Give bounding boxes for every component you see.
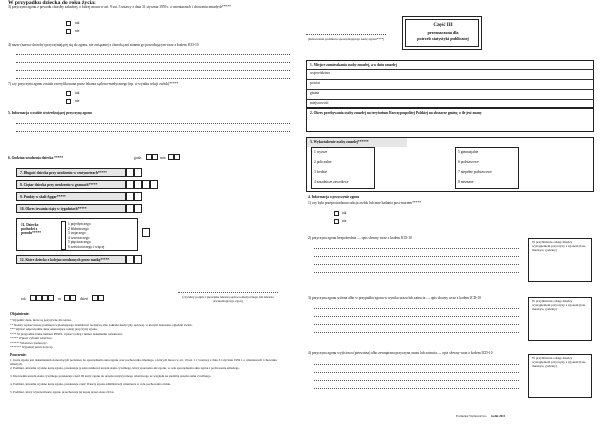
pouczenie-3: 3. Kierownik urzędu stanu cywilnego przekazuje część III karty zgonu do urzędu statystycznego właściwego ze względu na siedzibę urzędu stanu cywilnego. <box>10 374 212 378</box>
s4-q2: 2) przyczyna zgonu bezpośrednia — opis słowny wraz z kodem ICD-10 <box>308 236 412 240</box>
s1-divider-0 <box>307 69 594 70</box>
s11-answer-box[interactable] <box>142 228 150 237</box>
q3-yes-label: tak <box>75 21 80 25</box>
s4-q3: 3) przyczyna zgonu wtórna albo w przypadku zgonu w wyniku urazu lub zatrucia — opis słowny wraz z kodem ICD-10 <box>308 296 481 300</box>
date-day-label: dzień <box>80 297 88 301</box>
s3-header-bg <box>307 138 407 147</box>
s12-box-1[interactable] <box>126 255 134 264</box>
s8-box-2[interactable] <box>134 180 142 189</box>
s1-table <box>306 60 594 108</box>
s10-label: 10. Okres trwania ciąży w tygodniach***** <box>20 207 87 211</box>
s6-hour-box-2[interactable] <box>152 154 158 160</box>
pouczenie-5: 5. Podmiot, który wystawił kartę zgonu, przechowuje jej kopię przez okres 20 lat. <box>10 390 115 394</box>
s3-opt-7[interactable]: 7 niepełne podstawowe <box>458 170 492 174</box>
signature-line[interactable] <box>178 292 278 293</box>
part-title: Część III <box>433 23 453 28</box>
s4-q3-line-2[interactable] <box>314 316 519 317</box>
s5-line-1[interactable] <box>16 123 290 124</box>
s4-q4: 4) przyczyna zgonu wyjściowa (pierwotna) albo zewnętrzna przyczyna urazu lub zatrucia — opis słowny wraz z kodem ICD-10 <box>308 351 493 355</box>
s3-opt-4[interactable]: 4 zasadnicze zawodowe <box>314 180 349 184</box>
note-1: * Wypełnić dane, które są pozytywne dla wpisu. <box>10 318 72 322</box>
s1-row-town[interactable]: miejscowość <box>310 101 329 105</box>
q4-line-4[interactable] <box>16 78 290 79</box>
s6-godz: godz. <box>134 156 142 160</box>
note-5: ***** Wpisać cyframi właściwe. <box>10 336 53 340</box>
q4-line-1[interactable] <box>16 54 290 55</box>
date-month-label: m <box>58 297 61 301</box>
stamp-caption: (Oznaczenie podmiotu sporządzającego kartę zgonu****) <box>307 37 385 41</box>
infant-section-title: W przypadku dziecka do roku życia: <box>8 0 96 6</box>
right-column <box>306 0 594 425</box>
part-title-box <box>402 16 482 50</box>
s9-box-2[interactable] <box>134 192 142 201</box>
s4-q3-line-1[interactable] <box>314 308 519 309</box>
part-subtitle-1: przeznaczona dla <box>427 30 459 35</box>
s3-opt-3[interactable]: 3 średnie <box>314 170 328 174</box>
s4-q2-interval-box[interactable] <box>528 238 592 282</box>
s4-q4-line-2[interactable] <box>314 372 519 373</box>
s1-row-voivodeship[interactable]: województwo <box>310 71 331 75</box>
s11-opt-5[interactable]: 5 pięcioraczego <box>68 240 91 245</box>
pouczenie-title: Pouczenie: <box>10 353 27 357</box>
part-title-inner <box>405 19 479 47</box>
q7-no-label: nie <box>75 99 80 103</box>
s4-q4-interval-label: W przybliżeniu odstęp między wystąpieniem przyczyny a zgonem (lata, miesiące, godziny) <box>532 356 586 368</box>
s4-q2-line-1[interactable] <box>314 248 519 249</box>
s11-number-col <box>61 221 66 250</box>
s5-line-2[interactable] <box>16 131 290 132</box>
note-3: *** Wpisać odpowiednie dane oznaczające rodzaj przyczyny zgonu. <box>10 327 98 331</box>
s10-box-1[interactable] <box>126 204 134 213</box>
s12-label: 12. Które dziecko z kolejno urodzonych przez matkę***** <box>20 258 110 262</box>
left-column <box>8 0 292 425</box>
s8-box-1[interactable] <box>126 180 134 189</box>
pouczenie-4: 4. Podmiot, któremu wydano kartę zgonu, przekazuje część II karty zgonu administracji cmentarza w celu pochowania zwłok. <box>10 382 171 386</box>
s4-q3-interval-box[interactable] <box>528 297 592 341</box>
s9-box-1[interactable] <box>126 192 134 201</box>
pouczenie-1: 1. Kartę zgonu jest dokumentem stanowiącym podstawę do sporządzenia aktu zgonu oraz pochowania zmarłego, o których mowa w art. 10 ust. 1 i 3 ustawy z dnia 31 stycznia 1959 r. o cmentarzach i chowaniu zmarłych. <box>10 358 277 366</box>
q4-line-2[interactable] <box>16 62 290 63</box>
pouczenie-2: 2. Podmiot, któremu wydano kartę zgonu, przekazuje ją kierownikowi urzędu stanu cywilnego, który sporządza akt zgonu, w celu sporządzenia aktu zgonu i pochowania zmarłego. <box>10 366 240 370</box>
s4-q2-interval-label: W przybliżeniu odstęp między wystąpieniem przyczyny a zgonem (lata, miesiące, godziny) <box>532 240 586 252</box>
note-7: ******* Wypełnić jeżeli dotyczy. <box>10 345 54 349</box>
q7-yes-checkbox[interactable] <box>66 91 71 96</box>
q7-no-checkbox[interactable] <box>66 99 71 104</box>
s6-min: min <box>160 156 166 160</box>
q4-line-3[interactable] <box>16 70 290 71</box>
s4-q2-line-2[interactable] <box>314 256 519 257</box>
s8-label: 8. Ciężar dziecka przy urodzeniu w gramach***** <box>20 183 98 187</box>
s11-opt-1[interactable]: 1 pojedynczego <box>68 222 91 226</box>
part-subtitle-2: potrzeb statystyki publicznej <box>417 36 469 41</box>
s7-label: 7. Długość dziecka przy urodzeniu w centymetrach***** <box>20 171 107 175</box>
s1-row-commune[interactable]: gmina <box>310 91 319 95</box>
s1-title: 1. Miejsce zamieszkania osoby zmarłej, a w dniu zmarłej <box>310 63 397 67</box>
q4-label: 4) nazw (nazwa choroby) przyczyniającej się do zgonu, nie związanej z chorobą ani stanem go powodującym wraz z kodem ICD-10 <box>8 43 199 47</box>
q7-yes-label: tak <box>75 91 80 95</box>
s4-q2-line-3[interactable] <box>314 264 519 265</box>
s10-row <box>16 204 126 213</box>
notes-title: Objaśnienie: <box>10 312 30 316</box>
s11-opt-2[interactable]: 2 bliźniaczego <box>68 226 89 231</box>
s4-no-checkbox[interactable] <box>334 219 339 224</box>
note-6: ****** Właściwe zaznaczyć. <box>10 340 48 345</box>
s7-box-2[interactable] <box>134 168 142 177</box>
s5-title: 5. Informacja o osobie stwierdzającej przyczynę zgonu <box>8 111 92 115</box>
s1-divider-1 <box>307 79 594 80</box>
s11-opt-3[interactable]: 3 trojaczego <box>68 231 86 236</box>
s4-no-label: nie <box>342 219 347 223</box>
s4-title: 4. Informacja o przyczynie zgonu <box>308 195 360 199</box>
date-month-box-2[interactable] <box>70 295 76 301</box>
s3-table <box>306 137 594 192</box>
note-4: **** W przypadku braku numeru PESEL wpisać rodzaj i numer dokumentu tożsamości. <box>10 331 123 336</box>
s12-row <box>16 255 126 264</box>
s4-yes-checkbox[interactable] <box>334 211 339 216</box>
s3-opt-5[interactable]: 5 gimnazjalne <box>458 150 479 154</box>
q3-no-checkbox[interactable] <box>66 29 71 34</box>
s7-box-1[interactable] <box>126 168 134 177</box>
s1-divider-2 <box>307 89 594 90</box>
s2-title: 2. Okres przebywania osoby zmarłej na terytorium Rzeczypospolitej Polskiej na obszarze gminy, o ile jest znany <box>310 111 482 115</box>
s12-box-2[interactable] <box>134 255 142 264</box>
s11-block <box>16 218 138 251</box>
s3-opt-6[interactable]: 6 podstawowe <box>458 160 479 164</box>
s4-q1: 1) czy była przeprowadzona sekcja zwłok lub inne badania post-mortem***** <box>308 201 422 205</box>
s11-opt-4[interactable]: 4 czworaczego <box>68 235 90 240</box>
s2-block <box>306 108 594 132</box>
s1-divider-3 <box>307 99 594 100</box>
footer-tag: Gofin 2015 <box>491 414 506 418</box>
s8-row <box>16 180 126 189</box>
date-year-box-4[interactable] <box>48 295 54 301</box>
s4-q3-line-4[interactable] <box>314 332 519 333</box>
s8-box-3[interactable] <box>142 180 150 189</box>
s4-q3-line-3[interactable] <box>314 324 519 325</box>
q3-yes-checkbox[interactable] <box>66 21 71 26</box>
date-year-label: rok <box>21 297 26 301</box>
note-2: ** Należy wpisać nazwę podmiotu wykonującego działalność leczniczą albo zakładu medycyny sądowej, w którym dokonano oględzin zwłok. <box>10 322 193 327</box>
footer-code: Formularz Wydawnictwo <box>456 414 487 418</box>
s6-label: 6. Godzina urodzenia dziecka ***** <box>8 156 64 160</box>
s3-opt-8[interactable]: 8 nieznane <box>458 180 474 184</box>
signature-caption: (czytelny podpis i pieczątka lekarza sądowo-medycznego lub lekarza stwierdzającego zgon) <box>182 295 274 304</box>
s3-opt-2[interactable]: 2 policealne <box>314 160 332 164</box>
s4-yes-label: tak <box>342 211 347 215</box>
s3-title: 3. Wykształcenie osoby zmarłej****** <box>310 140 369 144</box>
s4-q4-line-3[interactable] <box>314 380 519 381</box>
s11-opt-6[interactable]: 6 sześcioraczego i więcej <box>68 245 105 249</box>
s1-row-county[interactable]: powiat <box>310 81 320 85</box>
s4-q2-line-4[interactable] <box>314 272 519 273</box>
s4-q3-interval-label: W przybliżeniu odstęp między wystąpieniem przyczyny a zgonem (lata, miesiące, godziny) <box>532 299 586 311</box>
s4-q4-interval-box[interactable] <box>528 354 592 398</box>
s9-label: 9. Punkty w skali Apgar***** <box>20 195 66 199</box>
s11-label: 11. Dziecko pochodzi z porodu***** <box>21 223 42 236</box>
s6-min-box-2[interactable] <box>174 154 180 160</box>
date-day-box-2[interactable] <box>98 295 104 301</box>
s4-q4-line-4[interactable] <box>314 388 519 389</box>
q3-intro: 3) przyczyna zgonu z powodu choroby zakaźnej, o której mowa w art. 9 ust. 3 ustawy z dnia 31 stycznia 1959 r. o cmentarzach i chowaniu zmarłych***** <box>8 5 231 9</box>
stamp-line[interactable] <box>306 34 386 35</box>
s7-row <box>16 168 126 177</box>
s3-opt-1[interactable]: 1 wyższe <box>314 150 328 154</box>
s9-row <box>16 192 126 201</box>
q3-no-label: nie <box>75 29 80 33</box>
s10-box-2[interactable] <box>134 204 142 213</box>
s4-q4-line-1[interactable] <box>314 364 519 365</box>
q7-intro: 7) czy przyczyna zgonu została zweryfikowana przez lekarza sądowo-medycznego (np. w wyniku sekcji zwłok)***** <box>8 82 179 86</box>
s8-box-4[interactable] <box>150 180 158 189</box>
